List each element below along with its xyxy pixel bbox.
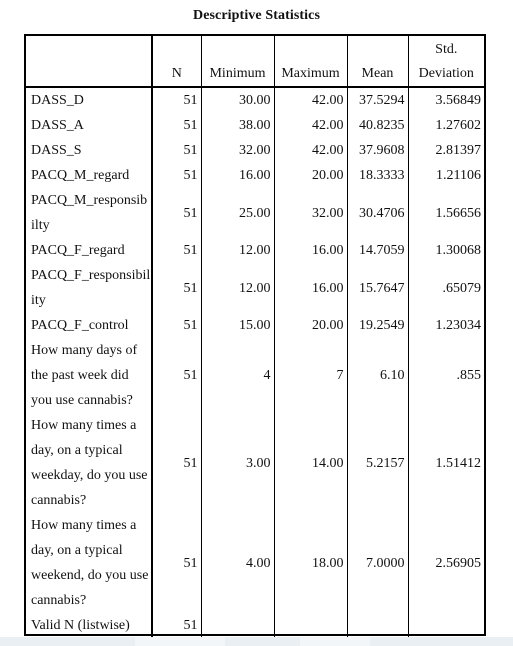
- table-row: [26, 513, 484, 613]
- cell-std-deviation: .855: [456, 368, 481, 383]
- table-row: [26, 113, 484, 138]
- cell-std-deviation: 2.56905: [435, 555, 481, 571]
- table-row: [26, 163, 484, 188]
- cell-maximum: 42.00: [274, 113, 347, 138]
- cell-mean: 37.9608: [347, 138, 408, 163]
- cell-minimum: 25.00: [201, 188, 274, 238]
- cell-minimum: 38.00: [201, 113, 274, 138]
- cell-std-deviation: 1.51412: [435, 455, 481, 471]
- table-row: [26, 188, 484, 238]
- table-row: [26, 413, 484, 513]
- cell-n: 51: [152, 613, 201, 638]
- cell-mean: 15.7647: [347, 263, 408, 313]
- cell-minimum: 30.00: [201, 87, 274, 113]
- cell-std-deviation: 1.23034: [435, 318, 481, 333]
- cell-minimum: 15.00: [201, 313, 274, 338]
- table-row: [26, 313, 484, 338]
- cell-maximum: 7: [274, 338, 347, 413]
- row-label: PACQ_F_responsibility: [26, 263, 152, 313]
- cell-mean: [347, 613, 408, 638]
- row-label: DASS_D: [26, 87, 152, 113]
- cell-std-deviation: [408, 613, 484, 638]
- header-minimum: Minimum: [201, 36, 274, 87]
- header-std-deviation: [408, 36, 484, 87]
- cell-n: 51: [152, 238, 201, 263]
- cell-n: 51: [152, 87, 201, 113]
- row-label: PACQ_M_responsibilty: [26, 188, 152, 238]
- header-mean: Mean: [347, 36, 408, 87]
- cell-std-deviation: 1.56656: [435, 205, 481, 221]
- header-n: N: [152, 36, 201, 87]
- table-title: Descriptive Statistics: [192, 8, 320, 23]
- cell-std-deviation: 1.27602: [435, 118, 481, 133]
- cell-n: 51: [152, 513, 201, 613]
- row-label: How many times a day, on a typical weekday, do you use cannabis?: [26, 413, 152, 513]
- cell-minimum: 12.00: [201, 263, 274, 313]
- cell-maximum: 16.00: [274, 238, 347, 263]
- cell-maximum: 20.00: [274, 163, 347, 188]
- cell-std-deviation: 1.21106: [436, 168, 481, 183]
- cell-mean: 18.3333: [347, 163, 408, 188]
- cell-maximum: 14.00: [274, 413, 347, 513]
- header-maximum: Maximum: [274, 36, 347, 87]
- cell-mean: 5.2157: [347, 413, 408, 513]
- cell-std-deviation: .65079: [442, 280, 481, 296]
- table-row: [26, 338, 484, 413]
- cell-std-deviation: 1.30068: [435, 243, 481, 258]
- header-std-bottom: Deviation: [418, 66, 474, 81]
- cell-mean: 30.4706: [347, 188, 408, 238]
- header-stub: [26, 36, 152, 87]
- cell-minimum: 12.00: [201, 238, 274, 263]
- row-label: DASS_A: [26, 113, 152, 138]
- cell-minimum: [201, 613, 274, 638]
- strip-segment: [300, 637, 370, 646]
- cell-minimum: 4: [201, 338, 274, 413]
- row-label: PACQ_F_regard: [26, 238, 152, 263]
- cell-minimum: 3.00: [201, 413, 274, 513]
- table-row: [26, 87, 484, 113]
- header-row: [26, 36, 484, 87]
- row-label: How many days of the past week did you use cannabis?: [26, 338, 152, 413]
- cell-maximum: 32.00: [274, 188, 347, 238]
- cell-n: 51: [152, 413, 201, 513]
- cell-maximum: 16.00: [274, 263, 347, 313]
- cell-maximum: 20.00: [274, 313, 347, 338]
- cell-std-deviation: 3.56849: [435, 93, 481, 108]
- table-row: [26, 613, 484, 638]
- row-label: PACQ_M_regard: [26, 163, 152, 188]
- cell-minimum: 4.00: [201, 513, 274, 613]
- row-label: How many times a day, on a typical weekend, do you use cannabis?: [26, 513, 152, 613]
- cell-n: 51: [152, 338, 201, 413]
- table-row: [26, 263, 484, 313]
- header-std-top: Std.: [435, 42, 458, 57]
- row-label: DASS_S: [26, 138, 152, 163]
- cell-maximum: 42.00: [274, 87, 347, 113]
- cell-n: 51: [152, 163, 201, 188]
- cell-mean: 19.2549: [347, 313, 408, 338]
- cell-mean: 40.8235: [347, 113, 408, 138]
- cell-mean: 6.10: [347, 338, 408, 413]
- cell-n: 51: [152, 113, 201, 138]
- stats-grid: [26, 36, 484, 638]
- row-label: PACQ_F_control: [26, 313, 152, 338]
- cell-maximum: 42.00: [274, 138, 347, 163]
- cell-minimum: 32.00: [201, 138, 274, 163]
- cell-n: 51: [152, 188, 201, 238]
- strip-segment: [135, 637, 225, 646]
- cell-std-deviation: 2.81397: [435, 143, 481, 158]
- bottom-background-strip: [0, 637, 513, 646]
- cell-minimum: 16.00: [201, 163, 274, 188]
- cell-mean: 37.5294: [347, 87, 408, 113]
- row-label: Valid N (listwise): [26, 613, 152, 638]
- cell-n: 51: [152, 313, 201, 338]
- table-row: [26, 138, 484, 163]
- cell-n: 51: [152, 138, 201, 163]
- table-row: [26, 238, 484, 263]
- cell-mean: 7.0000: [347, 513, 408, 613]
- cell-mean: 14.7059: [347, 238, 408, 263]
- descriptive-statistics-table: [24, 34, 486, 636]
- cell-maximum: 18.00: [274, 513, 347, 613]
- cell-maximum: [274, 613, 347, 638]
- cell-n: 51: [152, 263, 201, 313]
